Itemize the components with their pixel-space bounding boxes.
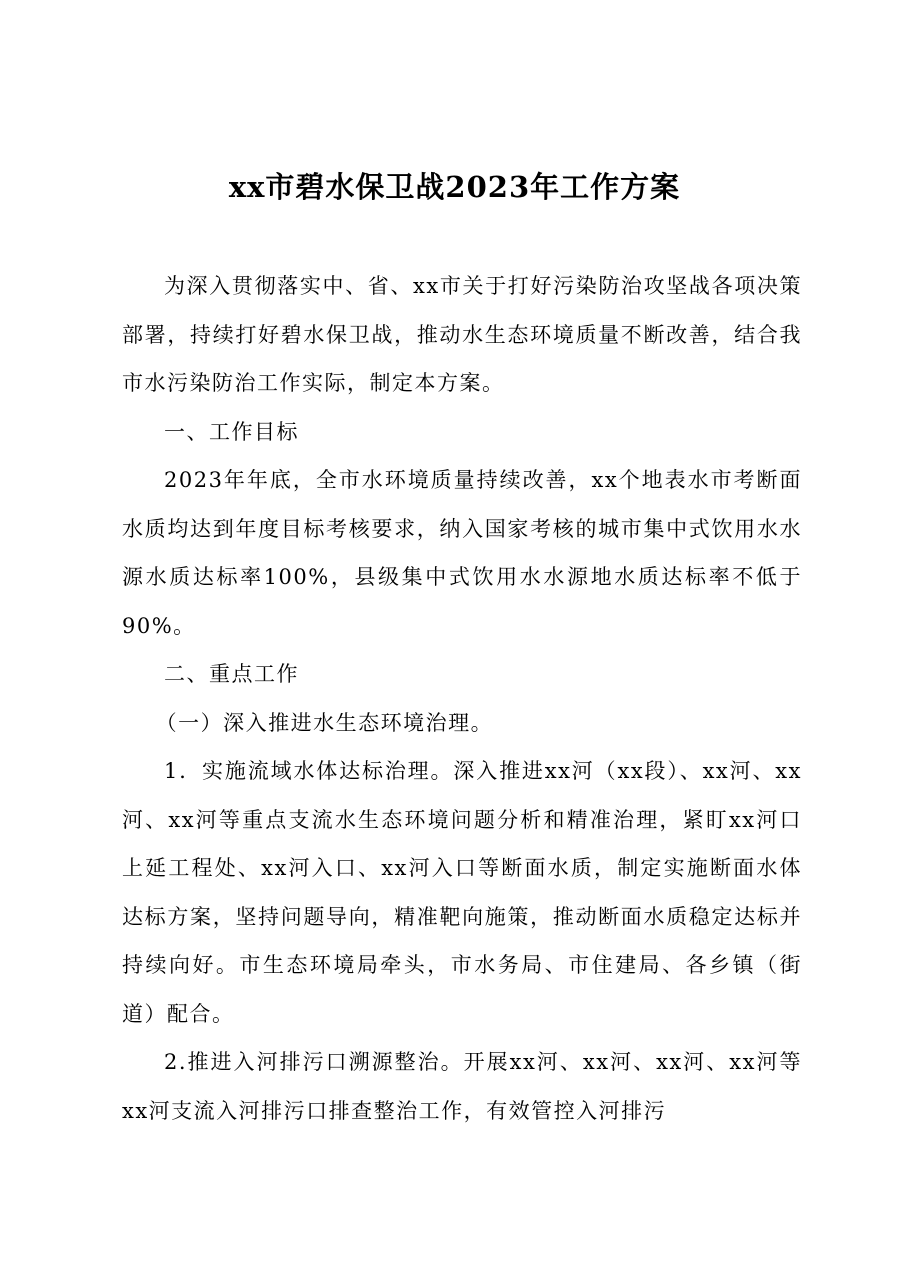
item-paragraph-1: 1．实施流域水体达标治理。深入推进xx河（xx段）、xx河、xx河、xx河等重点支流水生态环境问题分析和精准治理，紧盯xx河口上延工程处、xx河入口、xx河入口等断面水质，制定实施断面水体达标方案，坚持问题导向，精准靶向施策，推动断面水质稳定达标并持续向好。市生态环境局牵头，市水务局、市住建局、各乡镇（街道）配合。	[122, 759, 802, 1026]
document-body	[122, 262, 802, 1135]
item-paragraph-2: 2.推进入河排污口溯源整治。开展xx河、xx河、xx河、xx河等xx河支流入河排污口排查整治工作，有效管控入河排污	[122, 1050, 802, 1123]
intro-paragraph: 为深入贯彻落实中、省、xx市关于打好污染防治攻坚战各项决策部署，持续打好碧水保卫战，推动水生态环境质量不断改善，结合我市水污染防治工作实际，制定本方案。	[122, 274, 802, 395]
subsection-heading-1: （一）深入推进水生态环境治理。	[155, 710, 494, 735]
goals-paragraph: 2023年年底，全市水环境质量持续改善，xx个地表水市考断面水质均达到年度目标考核要求，纳入国家考核的城市集中式饮用水水源水质达标率100%，县级集中式饮用水水源地水质达标率不低于90%。	[122, 468, 802, 638]
section-heading-key-work: 二、重点工作	[164, 662, 299, 686]
section-heading-goals: 一、工作目标	[164, 419, 299, 444]
document-title: xx市碧水保卫战2023年工作方案	[228, 170, 681, 204]
